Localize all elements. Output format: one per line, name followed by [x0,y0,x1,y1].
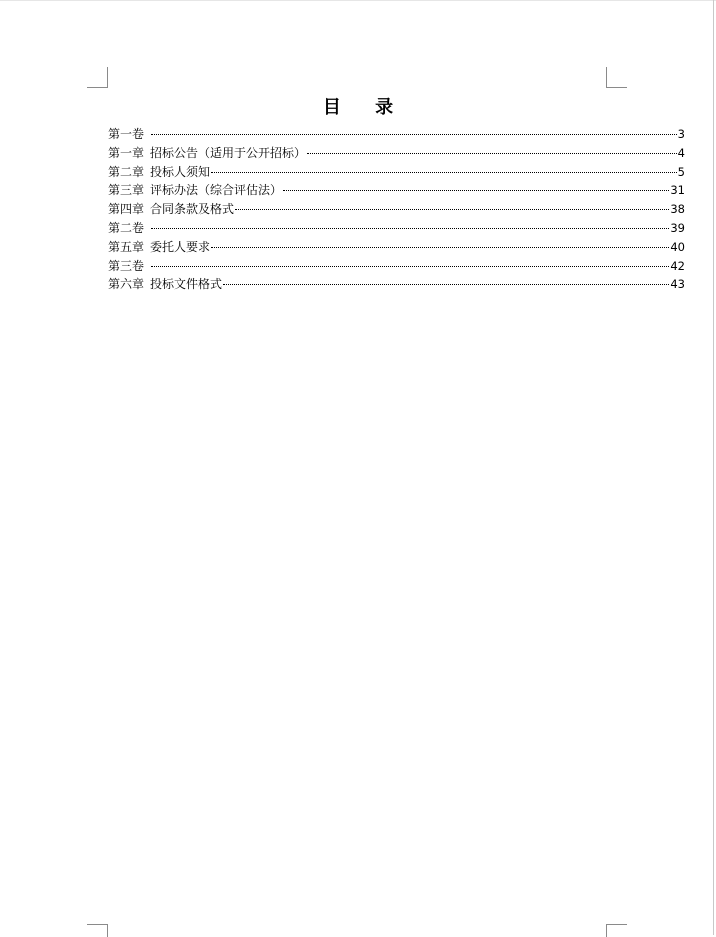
toc-entry-label [108,238,210,256]
toc-entry-chapter: 第二卷 [108,220,145,235]
toc-entry-page-number: 42 [670,258,685,273]
page-right-edge [713,0,714,935]
margin-corner-mark-bottom-left [87,924,108,937]
toc-entry-text: 委托人要求 [150,239,211,254]
toc-entry-text: 投标人须知 [150,164,211,179]
toc-entry-page-number: 38 [670,202,685,217]
toc-entry-text: 评标办法（综合评估法） [150,183,283,198]
toc-title: 目 录 [322,97,408,118]
toc-dot-leader [283,190,669,191]
toc-entry-chapter: 第四章 [108,202,145,217]
toc-entry-chapter: 第三章 [108,183,145,198]
toc-entry-page-number: 40 [670,239,685,254]
toc-dot-leader [211,172,677,173]
toc-entry-text: 招标公告（适用于公开招标） [150,145,307,160]
toc-entry-label [108,181,282,199]
toc-entry[interactable] [108,181,685,200]
toc-entry[interactable] [108,144,685,163]
toc-entry-page-number: 39 [670,220,685,235]
toc-entry-text: 投标文件格式 [150,277,223,292]
toc-dot-leader [235,209,669,210]
toc-dot-leader [211,247,669,248]
toc-entry-page-number: 4 [677,145,685,160]
toc-entry-label [108,163,210,181]
margin-corner-mark-bottom-right [606,924,627,937]
toc-entry-chapter: 第六章 [108,277,145,292]
toc-entry-page-number: 43 [670,277,685,292]
toc-entry[interactable] [108,125,685,144]
toc-entry[interactable] [108,200,685,219]
toc-dot-leader [223,284,669,285]
toc-entry[interactable] [108,163,685,182]
toc-entry-chapter: 第二章 [108,164,145,179]
toc-entry-chapter: 第一章 [108,145,145,160]
toc-entry[interactable] [108,257,685,276]
margin-corner-mark-top-left [87,67,108,88]
toc-entry[interactable] [108,238,685,257]
toc-entry-chapter: 第三卷 [108,258,145,273]
toc-entry-label [108,275,222,293]
toc-entry[interactable] [108,219,685,238]
toc-entry-page-number: 31 [670,183,685,198]
toc-entry-label [108,257,150,275]
toc-entry-label [108,219,150,237]
toc-entry-label [108,144,306,162]
toc-dot-leader [151,266,669,267]
toc-entry-label [108,125,150,143]
table-of-contents [108,125,685,294]
margin-corner-mark-top-right [606,67,627,88]
page-top-edge [0,0,716,1]
toc-dot-leader [151,134,677,135]
toc-dot-leader [151,228,669,229]
toc-entry-chapter: 第五章 [108,239,145,254]
toc-entry-page-number: 3 [677,127,685,141]
toc-entry-label [108,200,234,218]
toc-dot-leader [307,153,677,154]
toc-entry-text: 合同条款及格式 [150,202,235,217]
toc-entry-page-number: 5 [677,164,685,179]
toc-entry-chapter: 第一卷 [108,127,145,141]
toc-entry[interactable] [108,275,685,294]
